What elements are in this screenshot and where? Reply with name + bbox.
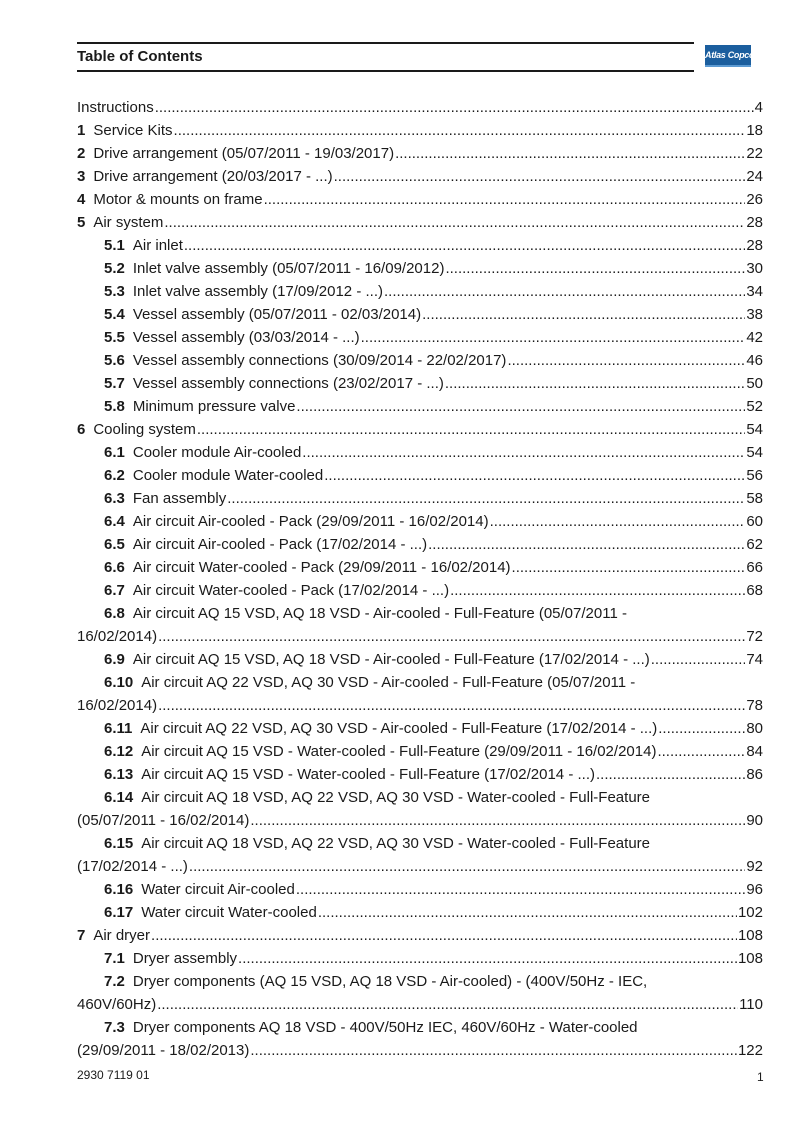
toc-entry-title: Dryer components AQ 18 VSD - 400V/50Hz IEC, 460V/60Hz - Water-cooled xyxy=(132,1019,638,1036)
toc-entry[interactable] xyxy=(77,671,763,717)
toc-entry-title: Cooling system xyxy=(93,421,196,438)
toc-entry-number: 5.8 xyxy=(104,398,125,415)
toc-entry-title: Air circuit AQ 15 VSD - Water-cooled - Full-Feature (29/09/2011 - 16/02/2014) xyxy=(141,743,657,760)
toc-entry-title: Dryer components (AQ 15 VSD, AQ 18 VSD - Air-cooled) - (400V/50Hz - IEC, xyxy=(132,973,648,990)
toc-entry-page: 54 xyxy=(746,421,763,438)
toc-entry-title: Air system xyxy=(93,214,164,231)
toc-leader-dots xyxy=(507,349,745,372)
toc-entry-number: 6.3 xyxy=(104,490,125,507)
toc-entry-number: 6.8 xyxy=(104,605,125,622)
toc-entry-page: 18 xyxy=(746,122,763,139)
toc-entry-page: 28 xyxy=(746,237,763,254)
toc-entry-title: Air circuit Water-cooled - Pack (29/09/2011 - 16/02/2014) xyxy=(132,559,511,576)
toc-entry-page: 72 xyxy=(746,628,763,645)
toc-entry-title: Air circuit Water-cooled - Pack (17/02/2014 - ...) xyxy=(132,582,450,599)
toc-entry-title: Air circuit AQ 22 VSD, AQ 30 VSD - Air-cooled - Full-Feature (05/07/2011 - xyxy=(141,674,636,691)
toc-entry[interactable] xyxy=(77,372,763,395)
toc-entry[interactable] xyxy=(77,510,763,533)
toc-leader-dots xyxy=(296,878,745,901)
toc-leader-dots xyxy=(490,510,746,533)
toc-entry-page: 84 xyxy=(746,743,763,760)
toc-entry-number: 5.4 xyxy=(104,306,125,323)
toc-entry-number: 5.3 xyxy=(104,283,125,300)
toc-entry-title: Air circuit AQ 15 VSD - Water-cooled - Full-Feature (17/02/2014 - ...) xyxy=(141,766,595,783)
toc-entry[interactable] xyxy=(77,395,763,418)
toc-entry-number: 7.3 xyxy=(104,1019,125,1036)
toc-leader-dots xyxy=(512,556,746,579)
toc-entry-page: 30 xyxy=(746,260,763,277)
toc-entry-page: 108 xyxy=(737,927,763,944)
toc-leader-dots xyxy=(422,303,745,326)
toc-entry[interactable] xyxy=(77,142,763,165)
toc-entry[interactable] xyxy=(77,96,763,119)
toc-entry-title-continued: (29/09/2011 - 18/02/2013) xyxy=(77,1042,250,1059)
toc-entry-title-continued: (17/02/2014 - ...) xyxy=(77,858,188,875)
toc-entry-page: 60 xyxy=(746,513,763,530)
toc-leader-dots xyxy=(184,234,745,257)
page-title: Table of Contents xyxy=(77,48,203,65)
toc-entry-number: 7.1 xyxy=(104,950,125,967)
toc-entry-page: 90 xyxy=(746,812,763,829)
toc-leader-dots xyxy=(158,694,745,717)
toc-leader-dots xyxy=(334,165,746,188)
toc-entry-title: Minimum pressure valve xyxy=(132,398,296,415)
toc-entry[interactable] xyxy=(77,234,763,257)
toc-leader-dots xyxy=(227,487,745,510)
toc-leader-dots xyxy=(657,740,745,763)
toc-entry[interactable] xyxy=(77,579,763,602)
toc-entry-title-continued: 16/02/2014) xyxy=(77,628,158,645)
toc-entry-number: 7.2 xyxy=(104,973,125,990)
toc-entry-title: Air inlet xyxy=(132,237,183,254)
toc-entry-number: 6.7 xyxy=(104,582,125,599)
toc-entry[interactable] xyxy=(77,901,763,924)
toc-entry[interactable] xyxy=(77,349,763,372)
toc-entry-page: 68 xyxy=(746,582,763,599)
toc-entry-page: 80 xyxy=(746,720,763,737)
toc-entry-number: 1 xyxy=(77,122,86,139)
toc-entry-title-continued: (05/07/2011 - 16/02/2014) xyxy=(77,812,250,829)
toc-entry-title: Cooler module Water-cooled xyxy=(132,467,324,484)
toc-entry-number: 6.5 xyxy=(104,536,125,553)
toc-entry[interactable] xyxy=(77,441,763,464)
toc-entry[interactable] xyxy=(77,188,763,211)
toc-entry-number: 5.7 xyxy=(104,375,125,392)
toc-entry[interactable] xyxy=(77,740,763,763)
toc-entry-number: 6.11 xyxy=(104,720,133,737)
toc-entry-title: Air dryer xyxy=(93,927,151,944)
toc-entry-page: 92 xyxy=(746,858,763,875)
toc-entry-page: 58 xyxy=(746,490,763,507)
toc-entry-title: Air circuit AQ 18 VSD, AQ 22 VSD, AQ 30 VSD - Water-cooled - Full-Feature xyxy=(141,835,650,852)
toc-entry[interactable] xyxy=(77,878,763,901)
toc-entry-page: 4 xyxy=(754,99,763,116)
toc-entry-number: 6.6 xyxy=(104,559,125,576)
toc-entry-page: 102 xyxy=(737,904,763,921)
toc-leader-dots xyxy=(189,855,745,878)
toc-entry-number: 6.1 xyxy=(104,444,125,461)
toc-entry-title: Vessel assembly connections (23/02/2017 - ...) xyxy=(132,375,444,392)
toc-entry-number: 6.13 xyxy=(104,766,134,783)
toc-entry[interactable] xyxy=(77,211,763,234)
toc-leader-dots xyxy=(658,717,745,740)
toc-entry-page: 42 xyxy=(746,329,763,346)
toc-entry-page: 22 xyxy=(746,145,763,162)
toc-entry[interactable] xyxy=(77,464,763,487)
toc-leader-dots xyxy=(151,924,737,947)
toc-entry-title: Dryer assembly xyxy=(132,950,238,967)
toc-entry-title: Air circuit AQ 18 VSD, AQ 22 VSD, AQ 30 VSD - Water-cooled - Full-Feature xyxy=(141,789,650,806)
toc-entry-number: 4 xyxy=(77,191,86,208)
toc-entry-title: Vessel assembly (05/07/2011 - 02/03/2014) xyxy=(132,306,422,323)
page-header xyxy=(77,42,694,72)
toc-entry[interactable] xyxy=(77,257,763,280)
toc-leader-dots xyxy=(250,1039,737,1062)
toc-leader-dots xyxy=(384,280,745,303)
toc-entry-number: 6.4 xyxy=(104,513,125,530)
toc-entry[interactable] xyxy=(77,280,763,303)
toc-entry-number: 6.2 xyxy=(104,467,125,484)
toc-leader-dots xyxy=(155,96,754,119)
toc-entry-number: 6.16 xyxy=(104,881,134,898)
toc-entry[interactable] xyxy=(77,648,763,671)
toc-entry[interactable] xyxy=(77,717,763,740)
toc-entry[interactable] xyxy=(77,165,763,188)
toc-entry-title: Inlet valve assembly (05/07/2011 - 16/09/2012) xyxy=(132,260,445,277)
page-number: 1 xyxy=(757,1070,764,1084)
toc-entry[interactable] xyxy=(77,947,763,970)
toc-leader-dots xyxy=(318,901,737,924)
toc-entry-number: 5.5 xyxy=(104,329,125,346)
toc-entry-title: Water circuit Air-cooled xyxy=(141,881,295,898)
toc-entry-title: Air circuit AQ 15 VSD, AQ 18 VSD - Air-cooled - Full-Feature (05/07/2011 - xyxy=(132,605,627,622)
toc-leader-dots xyxy=(174,119,746,142)
toc-entry-title-continued: 16/02/2014) xyxy=(77,697,158,714)
toc-leader-dots xyxy=(197,418,745,441)
toc-entry-title: Service Kits xyxy=(93,122,173,139)
toc-entry-number: 6.9 xyxy=(104,651,125,668)
toc-entry[interactable] xyxy=(77,533,763,556)
toc-entry-title: Drive arrangement (20/03/2017 - ...) xyxy=(93,168,333,185)
table-of-contents xyxy=(77,96,763,1062)
toc-leader-dots xyxy=(651,648,746,671)
document-number: 2930 7119 01 xyxy=(77,1068,150,1082)
toc-entry-page: 26 xyxy=(746,191,763,208)
toc-entry-number: 6.14 xyxy=(104,789,134,806)
toc-entry-page: 110 xyxy=(739,996,763,1013)
toc-leader-dots xyxy=(428,533,745,556)
toc-entry-number: 5.2 xyxy=(104,260,125,277)
toc-entry-page: 122 xyxy=(737,1042,763,1059)
toc-entry-number: 3 xyxy=(77,168,86,185)
toc-leader-dots xyxy=(264,188,746,211)
toc-entry-title: Cooler module Air-cooled xyxy=(132,444,302,461)
toc-entry-page: 86 xyxy=(746,766,763,783)
toc-entry-page: 28 xyxy=(746,214,763,231)
toc-entry-title: Fan assembly xyxy=(132,490,227,507)
toc-entry[interactable] xyxy=(77,832,763,878)
toc-leader-dots xyxy=(445,257,745,280)
toc-entry[interactable] xyxy=(77,924,763,947)
toc-entry-page: 34 xyxy=(746,283,763,300)
toc-leader-dots xyxy=(157,993,738,1016)
toc-entry-page: 108 xyxy=(737,950,763,967)
toc-leader-dots xyxy=(302,441,745,464)
toc-leader-dots xyxy=(361,326,746,349)
toc-leader-dots xyxy=(450,579,745,602)
toc-entry-title: Inlet valve assembly (17/09/2012 - ...) xyxy=(132,283,383,300)
toc-entry-title: Vessel assembly connections (30/09/2014 - 22/02/2017) xyxy=(132,352,507,369)
toc-entry-page: 50 xyxy=(746,375,763,392)
toc-entry-title: Instructions xyxy=(77,99,154,116)
toc-entry-title-continued: 460V/60Hz) xyxy=(77,996,157,1013)
toc-entry-number: 2 xyxy=(77,145,86,162)
toc-leader-dots xyxy=(158,625,745,648)
toc-entry-page: 78 xyxy=(746,697,763,714)
toc-entry-number: 5.1 xyxy=(104,237,125,254)
toc-entry[interactable] xyxy=(77,1016,763,1062)
toc-leader-dots xyxy=(395,142,745,165)
toc-entry-number: 6.15 xyxy=(104,835,134,852)
toc-entry[interactable] xyxy=(77,119,763,142)
toc-leader-dots xyxy=(164,211,745,234)
toc-entry-page: 62 xyxy=(746,536,763,553)
toc-leader-dots xyxy=(324,464,745,487)
toc-entry-page: 56 xyxy=(746,467,763,484)
toc-entry-number: 6.10 xyxy=(104,674,134,691)
toc-entry-page: 38 xyxy=(746,306,763,323)
toc-entry-number: 6 xyxy=(77,421,86,438)
toc-entry[interactable] xyxy=(77,970,763,1016)
toc-entry-page: 96 xyxy=(746,881,763,898)
toc-entry-number: 7 xyxy=(77,927,86,944)
toc-entry[interactable] xyxy=(77,763,763,786)
atlas-copco-logo: Atlas Copco xyxy=(705,45,751,67)
toc-entry[interactable] xyxy=(77,487,763,510)
toc-leader-dots xyxy=(238,947,737,970)
toc-entry-title: Drive arrangement (05/07/2011 - 19/03/2017) xyxy=(93,145,395,162)
toc-entry-number: 5 xyxy=(77,214,86,231)
toc-entry-title: Water circuit Water-cooled xyxy=(141,904,317,921)
toc-entry-title: Air circuit AQ 22 VSD, AQ 30 VSD - Air-cooled - Full-Feature (17/02/2014 - ...) xyxy=(140,720,658,737)
toc-entry-number: 5.6 xyxy=(104,352,125,369)
toc-entry-number: 6.12 xyxy=(104,743,134,760)
toc-leader-dots xyxy=(596,763,745,786)
toc-leader-dots xyxy=(296,395,745,418)
toc-entry[interactable] xyxy=(77,326,763,349)
toc-entry-page: 54 xyxy=(746,444,763,461)
toc-entry[interactable] xyxy=(77,556,763,579)
toc-entry-title: Motor & mounts on frame xyxy=(93,191,263,208)
toc-entry-page: 66 xyxy=(746,559,763,576)
toc-entry[interactable] xyxy=(77,602,763,648)
toc-entry-title: Air circuit AQ 15 VSD, AQ 18 VSD - Air-cooled - Full-Feature (17/02/2014 - ...) xyxy=(132,651,650,668)
toc-entry[interactable] xyxy=(77,418,763,441)
toc-entry-page: 24 xyxy=(746,168,763,185)
toc-leader-dots xyxy=(445,372,745,395)
toc-entry-number: 6.17 xyxy=(104,904,134,921)
toc-entry[interactable] xyxy=(77,303,763,326)
toc-entry[interactable] xyxy=(77,786,763,832)
toc-entry-title: Air circuit Air-cooled - Pack (29/09/2011 - 16/02/2014) xyxy=(132,513,489,530)
toc-leader-dots xyxy=(250,809,745,832)
toc-entry-page: 52 xyxy=(746,398,763,415)
toc-entry-title: Air circuit Air-cooled - Pack (17/02/2014 - ...) xyxy=(132,536,428,553)
toc-entry-title: Vessel assembly (03/03/2014 - ...) xyxy=(132,329,360,346)
toc-entry-page: 46 xyxy=(746,352,763,369)
toc-entry-page: 74 xyxy=(746,651,763,668)
